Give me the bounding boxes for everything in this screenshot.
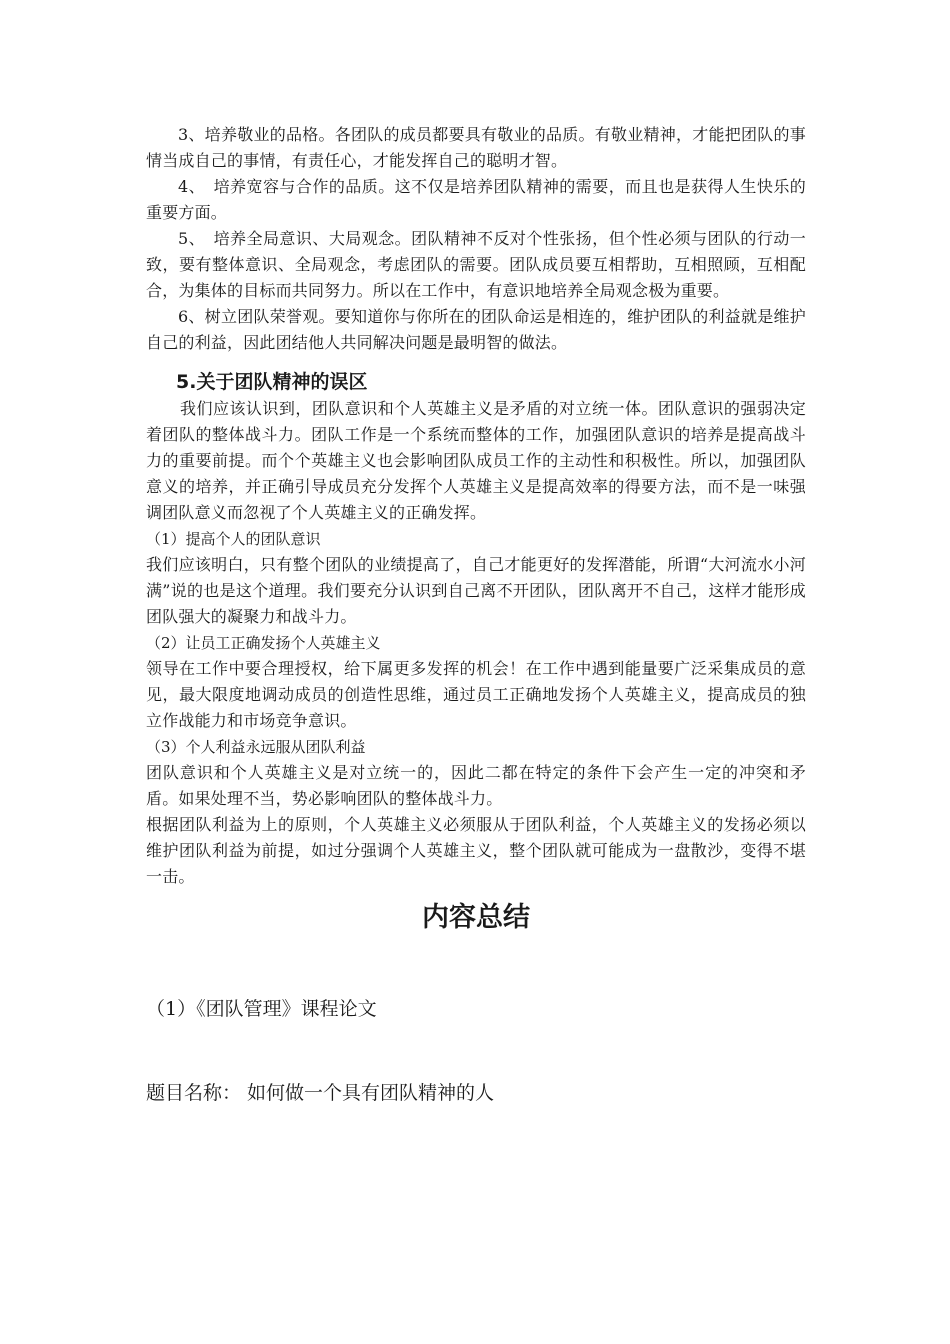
course-line: （1）《团队管理》课程论文 (146, 998, 377, 1020)
paragraph-point-5: 5、 培养全局意识、大局观念。团队精神不反对个性张扬，但个性必须与团队的行动一致，要有整体意识、全局观念，考虑团队的需要。团队成员要互相帮助，互相照顾，互相配合，为集体的目标而共同努力。所以在工作中，有意识地培养全局观念极为重要。 (146, 229, 806, 300)
paragraph-item-3: 团队意识和个人英雄主义是对立统一的，因此二都在特定的条件下会产生一定的冲突和矛盾。如果处理不当，势必影响团队的整体战斗力。 (146, 763, 806, 808)
sub-heading-item-1: （1）提高个人的团队意识 (146, 530, 321, 548)
topic-line: 题目名称： 如何做一个具有团队精神的人 (146, 1082, 495, 1104)
sub-heading-item-2: （2）让员工正确发扬个人英雄主义 (146, 634, 381, 652)
paragraph-point-4: 4、 培养宽容与合作的品质。这不仅是培养团队精神的需要，而且也是获得人生快乐的重要方面。 (146, 177, 806, 222)
paragraph-point-6: 6、树立团队荣誉观。要知道你与你所在的团队命运是相连的，维护团队的利益就是维护自己的利益，因此团结他人共同解决问题是最明智的做法。 (146, 307, 806, 352)
paragraph-item-3-continued: 根据团队利益为上的原则，个人英雄主义必须服从于团队利益，个人英雄主义的发扬必须以维护团队利益为前提，如过分强调个人英雄主义，整个团队就可能成为一盘散沙，变得不堪一击。 (146, 815, 806, 886)
paragraph-misconceptions-intro: 我们应该认识到，团队意识和个人英雄主义是矛盾的对立统一体。团队意识的强弱决定着团队的整体战斗力。团队工作是一个系统而整体的工作，加强团队意识的培养是提高战斗力的重要前提。而个个英雄主义也会影响团队成员工作的主动性和积极性。所以，加强团队意义的培养，并正确引导成员充分发挥个人英雄主义是提高效率的得要方法，而不是一味强调团队意义而忽视了个人英雄主义的正确发挥。 (146, 399, 806, 522)
sub-heading-item-3: （3）个人利益永远服从团队利益 (146, 738, 366, 756)
paragraph-item-1: 我们应该明白，只有整个团队的业绩提高了，自己才能更好的发挥潜能，所谓“大河流水小河满”说的也是这个道理。我们要充分认识到自己离不开团队，团队离开不自己，这样才能形成团队强大的凝聚力和战斗力。 (146, 555, 806, 626)
summary-title: 内容总结 (422, 902, 530, 933)
paragraph-item-2: 领导在工作中要合理授权，给下属更多发挥的机会！在工作中遇到能量要广泛采集成员的意见，最大限度地调动成员的创造性思维，通过员工正确地发扬个人英雄主义，提高成员的独立作战能力和市场竞争意识。 (146, 659, 806, 730)
document-page (146, 122, 806, 1108)
paragraph-point-3: 3、培养敬业的品格。各团队的成员都要具有敬业的品质。有敬业精神，才能把团队的事情当成自己的事情，有责任心，才能发挥自己的聪明才智。 (146, 125, 806, 170)
section-heading-misconceptions: 5.关于团队精神的误区 (176, 371, 368, 393)
